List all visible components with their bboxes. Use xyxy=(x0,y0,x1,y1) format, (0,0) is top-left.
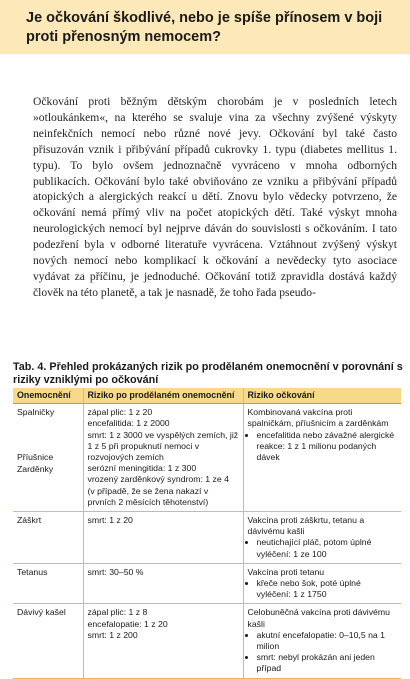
disease-cell xyxy=(13,404,83,512)
column-header-disease: Onemocnění xyxy=(13,388,83,404)
body-paragraph: Očkování proti běžným dětským chorobám je v posledních letech »otloukánkem«, na kterého se svaluje vina za všechny zvýšené výskyty neinfekčních nemocí nebo různé nové jevy. Očkování byl také často přisuzován vznik i přibývání případů cukrovky 1. typu (diabetes mellitus 1. typu). To bylo ovšem jednoznačně vyvráceno v mnoha odborných publikacích. Očkování bylo také obviňováno ze vzniku a přibývání případů atopických a alergických reakcí u dětí. Znovu bylo vědecky potvrzeno, že očkování nemá přímý vliv na počet atopických dětí. Také výskyt mnoha neurologických nemocí byl nejprve dáván do souvislosti s očkováním. I tato podezření byla v odborné literatuře vyvrácena. Vztáhnout zvýšený výskyt nových nemocí nebo komplikací k očkování a nevědecky tyto asociace vydávat za příčinu, je jednoduché. Očkování totiž zpravidla dostává každý člověk na této planetě, a tak je nasnadě, že toho řada pseudo- xyxy=(33,95,397,299)
disease-name: Příušnice xyxy=(17,452,54,463)
risk-line: encefalitida: 1 z 2000 xyxy=(87,418,170,429)
risk-line: smrt: 1 z 20 xyxy=(87,515,133,526)
vaccine-name: Vakcína proti tetanu xyxy=(247,566,325,577)
risk-line: vrozený zarděnkový syndrom: 1 ze 4 (v případě, že se žena nakazí v prvních 2 měsících těhotenství) xyxy=(87,474,229,507)
table-header-row xyxy=(13,388,401,404)
table-row xyxy=(13,563,401,604)
vaccine-risk-cell xyxy=(243,404,401,512)
page-title: Je očkování škodlivé, nebo je spíše přínosem v boji proti přenosným nemocem? xyxy=(26,10,383,45)
table-row xyxy=(13,404,401,512)
vaccine-risk-item: • křeče nebo šok, poté úplné vyléčení: 1 z 1750 xyxy=(257,578,398,600)
disease-name: Dávivý kašel xyxy=(17,607,66,618)
disease-cell xyxy=(13,512,83,564)
risk-table xyxy=(13,388,401,679)
disease-cell xyxy=(13,563,83,604)
vaccine-risk-item: • smrt: nebyl prokázán ani jeden případ xyxy=(257,652,398,674)
vaccine-risk-item: • neutichající pláč, potom úplné vyléčení: 1 ze 100 xyxy=(257,537,398,559)
table-row xyxy=(13,604,401,678)
disease-name: Zarděnky xyxy=(17,463,54,474)
vaccine-name: Vakcína proti záškrtu, tetanu a dávivému kašli xyxy=(247,515,365,537)
disease-risk-cell xyxy=(83,404,243,512)
risk-line: zápal plic: 1 z 20 xyxy=(87,407,153,418)
vaccine-risk-cell xyxy=(243,512,401,564)
disease-name: Spalničky xyxy=(17,407,55,418)
risk-line: smrt: 30–50 % xyxy=(87,566,144,577)
risk-line: zápal plic: 1 z 8 xyxy=(87,607,148,618)
table-caption: Tab. 4. Přehled prokázaných rizik po prodělaném onemocnění v porovnání s riziky vzniklými po očkování xyxy=(13,361,403,386)
risk-line: serózní meningitida: 1 z 300 xyxy=(87,463,197,474)
column-header-disease-risk: Riziko po prodělaném onemocnění xyxy=(83,388,243,404)
vaccine-name: Celobuněčná vakcína proti dávivému kašli xyxy=(247,607,390,629)
disease-risk-cell xyxy=(83,563,243,604)
table-row xyxy=(13,512,401,564)
disease-name: Tetanus xyxy=(17,566,48,577)
vaccine-risk-cell xyxy=(243,604,401,678)
vaccine-risk-item: • encefalitida nebo závažné alergické reakce: 1 z 1 milionu podaných dávek xyxy=(257,430,398,464)
disease-cell xyxy=(13,604,83,678)
risk-line: smrt: 1 z 200 xyxy=(87,629,138,640)
risk-line: smrt: 1 z 3000 ve vyspělých zemích, již 1 z 5 při propuknutí nemoci v rozvojových zemích xyxy=(87,429,239,463)
risk-line: encefalopatie: 1 z 20 xyxy=(87,618,168,629)
disease-risk-cell xyxy=(83,604,243,678)
column-header-vaccine-risk: Riziko očkování xyxy=(243,388,401,404)
vaccine-risk-cell xyxy=(243,563,401,604)
vaccine-risk-item: • akutní encefalopatie: 0–10,5 na 1 milion xyxy=(257,630,398,652)
disease-risk-cell xyxy=(83,512,243,564)
title-box xyxy=(0,0,410,54)
vaccine-name: Kombinovaná vakcína proti spalničkám, příušnicím a zarděnkám xyxy=(247,407,389,429)
disease-name: Záškrt xyxy=(17,515,42,526)
